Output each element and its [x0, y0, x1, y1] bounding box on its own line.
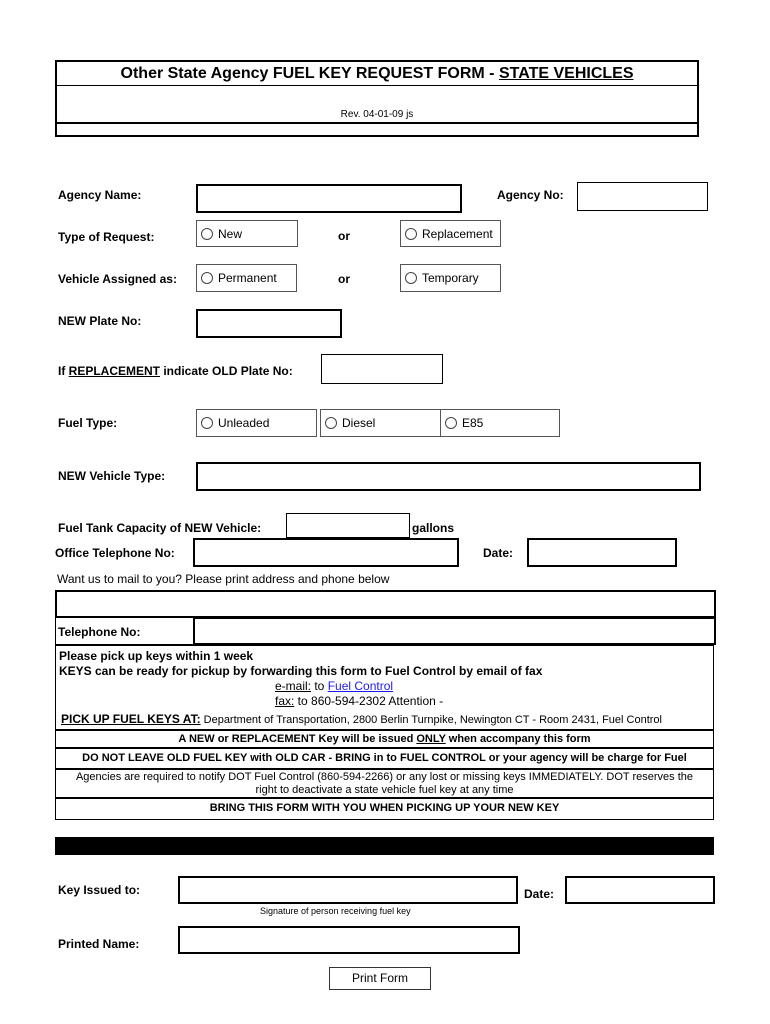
rule-old-key: DO NOT LEAVE OLD FUEL KEY with OLD CAR - BRING in to FUEL CONTROL or your agency will be charge for Fuel [55, 748, 714, 769]
key-issued-input[interactable] [178, 876, 518, 904]
fuel-type-label: Fuel Type: [58, 416, 118, 430]
office-phone-label: Office Telephone No: [55, 546, 175, 560]
new-vehicle-type-input[interactable] [196, 462, 701, 491]
new-plate-input[interactable] [196, 309, 342, 338]
agency-name-input[interactable] [196, 184, 462, 213]
telephone-label-cell [55, 617, 194, 645]
header-divider [57, 122, 697, 124]
telephone-label: Telephone No: [58, 625, 141, 639]
office-phone-input[interactable] [193, 538, 459, 567]
tank-capacity-label: Fuel Tank Capacity of NEW Vehicle: [58, 521, 262, 535]
email-line: e-mail: to Fuel Control [275, 679, 394, 693]
radio-circle-icon [201, 417, 213, 429]
mail-prompt: Want us to mail to you? Please print address and phone below [57, 572, 390, 586]
key-issued-label: Key Issued to: [58, 883, 141, 897]
new-vehicle-type-label: NEW Vehicle Type: [58, 469, 166, 483]
separator-bar [55, 837, 714, 855]
agency-no-label: Agency No: [497, 188, 564, 202]
gallons-label: gallons [412, 521, 455, 535]
old-plate-input[interactable] [321, 354, 443, 384]
or-label: or [338, 272, 350, 286]
radio-replacement[interactable]: Replacement [400, 220, 501, 247]
radio-new[interactable]: New [196, 220, 298, 247]
telephone-input[interactable] [193, 617, 716, 645]
vehicle-assigned-label: Vehicle Assigned as: [58, 272, 177, 286]
radio-e85[interactable]: E85 [440, 409, 560, 437]
radio-diesel[interactable]: Diesel [320, 409, 441, 437]
radio-circle-icon [445, 417, 457, 429]
radio-circle-icon [325, 417, 337, 429]
radio-permanent[interactable]: Permanent [196, 264, 297, 292]
old-plate-label: If REPLACEMENT indicate OLD Plate No: [58, 364, 293, 378]
notice-line-2: KEYS can be ready for pickup by forwarding this form to Fuel Control by email of fax [59, 664, 543, 678]
or-label: or [338, 229, 350, 243]
revision: Rev. 04-01-09 js [340, 109, 414, 120]
header-box [55, 60, 699, 137]
printed-name-input[interactable] [178, 926, 520, 954]
print-form-button[interactable]: Print Form [329, 967, 431, 990]
form-title: Other State Agency FUEL KEY REQUEST FORM - STATE VEHICLES [57, 63, 697, 86]
notice-box [55, 645, 714, 730]
issue-date-label: Date: [524, 887, 555, 901]
rule-bring-form: BRING THIS FORM WITH YOU WHEN PICKING UP YOUR NEW KEY [55, 798, 714, 820]
date-input[interactable] [527, 538, 677, 567]
date-label: Date: [483, 546, 514, 560]
mail-address-input[interactable] [55, 590, 716, 618]
fax-line: fax: to 860-594-2302 Attention - [275, 694, 444, 708]
rule-notify: Agencies are required to notify DOT Fuel Control (860-594-2266) or any lost or missing keys IMMEDIATELY. DOT reserves the right to deactivate a state vehicle fuel key at any time [55, 769, 714, 798]
tank-capacity-input[interactable] [286, 513, 410, 538]
pickup-line: PICK UP FUEL KEYS AT: Department of Transportation, 2800 Berlin Turnpike, Newington CT - Room 2431, Fuel Control [61, 712, 662, 726]
radio-circle-icon [201, 228, 213, 240]
fuel-control-link[interactable]: Fuel Control [327, 679, 394, 693]
issue-date-input[interactable] [565, 876, 715, 904]
radio-circle-icon [405, 272, 417, 284]
radio-circle-icon [201, 272, 213, 284]
notice-line-1: Please pick up keys within 1 week [59, 649, 254, 663]
rule-only-with-form: A NEW or REPLACEMENT Key will be issued ONLY when accompany this form [55, 730, 714, 748]
type-of-request-label: Type of Request: [58, 230, 155, 244]
new-plate-label: NEW Plate No: [58, 314, 142, 328]
agency-name-label: Agency Name: [58, 188, 142, 202]
signature-caption: Signature of person receiving fuel key [260, 906, 411, 916]
radio-temporary[interactable]: Temporary [400, 264, 501, 292]
radio-unleaded[interactable]: Unleaded [196, 409, 317, 437]
agency-no-input[interactable] [577, 182, 708, 211]
printed-name-label: Printed Name: [58, 937, 140, 951]
radio-circle-icon [405, 228, 417, 240]
